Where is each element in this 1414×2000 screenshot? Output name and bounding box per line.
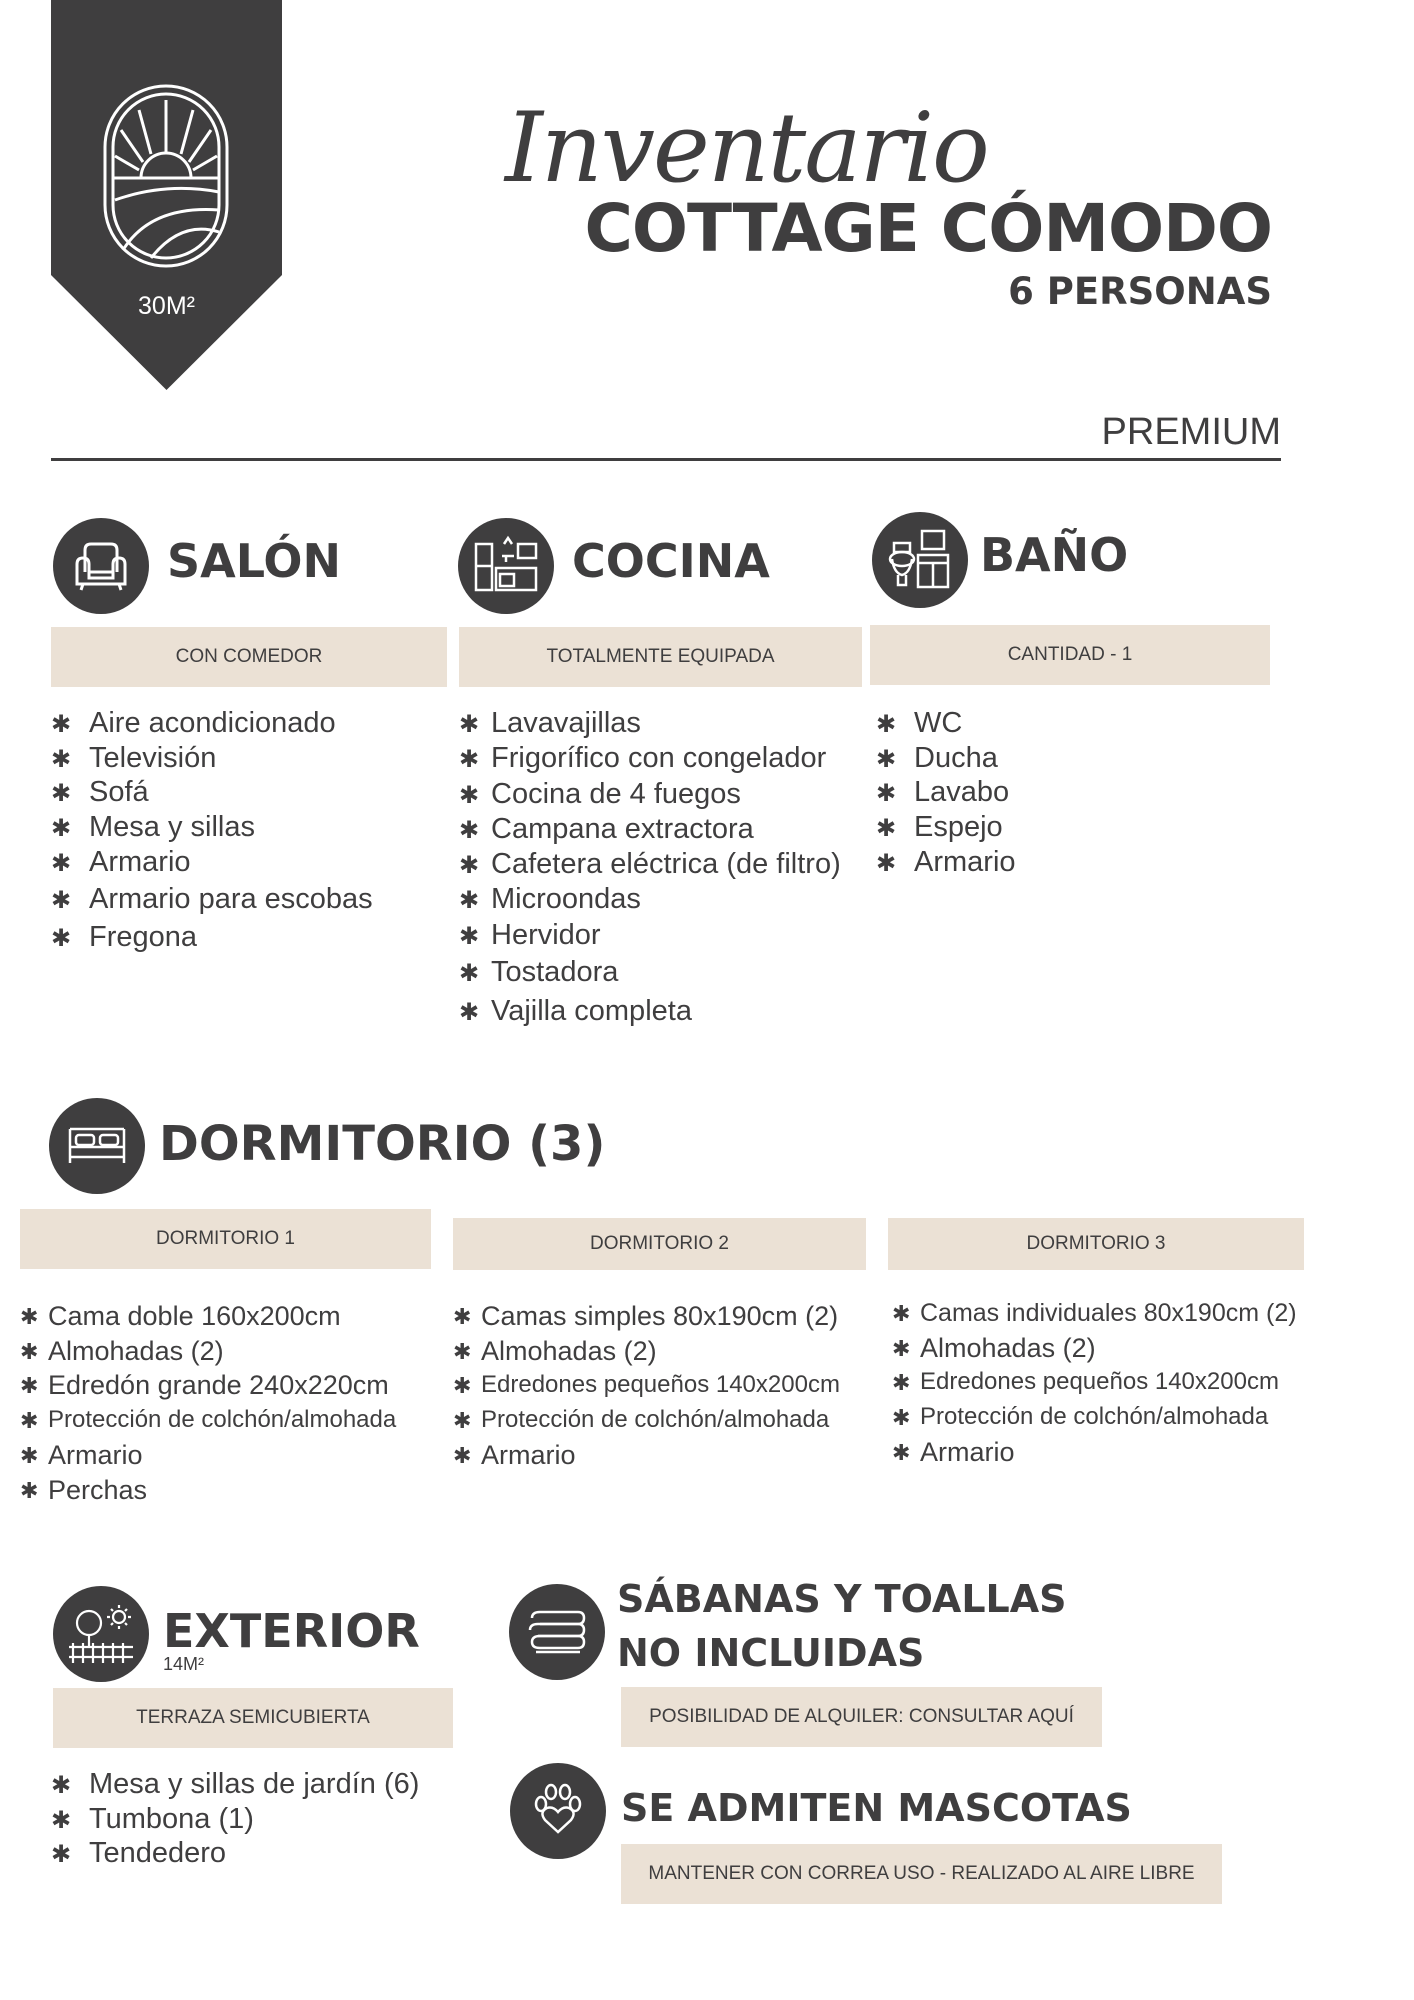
cocina-list [459,706,841,1030]
page-subtitle: 6 PERSONAS [1008,270,1272,313]
bullet-icon: ✱ [20,1443,39,1469]
list-item: ✱ Vajilla completa [459,994,841,1029]
pets-title: SE ADMITEN MASCOTAS [621,1786,1132,1830]
list-item: ✱ Armario [51,845,373,880]
bano-list [876,706,1016,880]
list-item: ✱ Almohadas (2) [20,1334,396,1369]
page-title: COTTAGE CÓMODO [584,190,1272,267]
dormitorio-2-tag: DORMITORIO 2 [453,1218,866,1270]
list-item: ✱ Fregona [51,920,373,955]
bullet-icon: ✱ [453,1305,472,1330]
bullet-icon: ✱ [892,1371,911,1397]
list-item: ✱ Camas individuales 80x190cm (2) [892,1296,1297,1331]
list-item: ✱ Armario [876,845,1016,880]
list-item: ✱ Edredones pequeños 140x200cm [453,1368,840,1403]
bullet-icon: ✱ [892,1336,911,1362]
list-item: ✱ Camas simples 80x190cm (2) [453,1299,840,1334]
list-item: ✱ WC [876,706,1016,741]
list-item: ✱ Edredones pequeños 140x200cm [892,1365,1297,1400]
linens-line1: SÁBANAS Y TOALLAS [617,1577,1067,1621]
list-item: ✱ Tumbona (1) [51,1802,419,1837]
garden-icon [53,1586,149,1682]
list-item: ✱ Protección de colchón/almohada [892,1400,1297,1435]
list-item: ✱ Cama doble 160x200cm [20,1299,396,1334]
dormitorio-1-tag: DORMITORIO 1 [20,1209,431,1269]
list-item: ✱ Lavabo [876,775,1016,810]
bullet-icon: ✱ [20,1409,39,1435]
linens-line2: NO INCLUIDAS [617,1631,925,1675]
bullet-icon: ✱ [876,779,897,808]
area-label: 30M² [138,292,195,320]
list-item: ✱ Tendedero [51,1836,419,1871]
dormitorio-2-list [453,1299,840,1473]
bullet-icon: ✱ [876,710,897,738]
list-item: ✱ Lavavajillas [459,706,841,741]
list-item: ✱ Armario para escobas [51,882,373,917]
bullet-icon: ✱ [459,815,480,844]
bullet-icon: ✱ [51,924,72,953]
list-item: ✱ Almohadas (2) [892,1331,1297,1366]
dormitorio-3-list [892,1296,1297,1470]
list-item: ✱ Armario [20,1438,396,1473]
bullet-icon: ✱ [51,1840,72,1869]
script-title: Inventario [505,92,988,204]
salon-list [51,706,373,955]
header-divider [51,458,1281,461]
bullet-icon: ✱ [20,1478,39,1504]
bano-tag: CANTIDAD - 1 [870,625,1270,685]
list-item: ✱ Perchas [20,1473,396,1508]
list-item: ✱ Cocina de 4 fuegos [459,777,841,812]
list-item: ✱ Sofá [51,775,373,810]
list-item: ✱ Aire acondicionado [51,706,373,741]
bullet-icon: ✱ [459,998,480,1027]
bullet-icon: ✱ [459,886,480,915]
bullet-icon: ✱ [51,885,72,914]
bullet-icon: ✱ [20,1374,39,1400]
header-banner [51,0,282,390]
list-item: ✱ Campana extractora [459,812,841,847]
bullet-icon: ✱ [453,1374,472,1400]
list-item: ✱ Frigorífico con congelador [459,741,841,776]
list-item: ✱ Edredón grande 240x220cm [20,1368,396,1403]
bano-title: BAÑO [980,528,1129,582]
list-item: ✱ Armario [892,1435,1297,1470]
exterior-list [51,1767,419,1871]
salon-tag: CON COMEDOR [51,627,447,687]
exterior-area: 14M² [163,1654,205,1674]
dormitorio-title: DORMITORIO (3) [159,1116,606,1172]
bullet-icon: ✱ [459,921,480,950]
bullet-icon: ✱ [453,1443,472,1469]
bathroom-icon [872,512,968,608]
cocina-title: COCINA [572,534,770,588]
paw-heart-icon [510,1763,606,1859]
bullet-icon: ✱ [459,710,480,738]
list-item: ✱ Mesa y sillas de jardín (6) [51,1767,419,1802]
list-item: ✱ Ducha [876,741,1016,776]
bed-icon [49,1098,145,1194]
list-item: ✱ Microondas [459,882,841,917]
bullet-icon: ✱ [876,814,897,843]
bullet-icon: ✱ [876,848,897,877]
bullet-icon: ✱ [51,814,72,843]
bullet-icon: ✱ [51,744,72,773]
list-item: ✱ Cafetera eléctrica (de filtro) [459,847,841,882]
bullet-icon: ✱ [453,1339,472,1365]
bullet-icon: ✱ [459,780,480,809]
salon-title: SALÓN [167,534,342,588]
bullet-icon: ✱ [453,1409,472,1435]
bullet-icon: ✱ [51,1805,72,1834]
list-item: ✱ Tostadora [459,955,841,990]
exterior-tag: TERRAZA SEMICUBIERTA [53,1688,453,1748]
bullet-icon: ✱ [459,959,480,988]
dormitorio-1-list [20,1299,396,1507]
list-item: ✱ Protección de colchón/almohada [453,1403,840,1438]
list-item: ✱ Protección de colchón/almohada [20,1403,396,1438]
bullet-icon: ✱ [51,1771,72,1799]
bullet-icon: ✱ [20,1339,39,1365]
dormitorio-3-tag: DORMITORIO 3 [888,1218,1304,1270]
bullet-icon: ✱ [876,744,897,773]
bullet-icon: ✱ [51,779,72,808]
bullet-icon: ✱ [20,1305,39,1330]
list-item: ✱ Mesa y sillas [51,810,373,845]
bullet-icon: ✱ [459,745,480,774]
bullet-icon: ✱ [51,848,72,877]
exterior-title: EXTERIOR [163,1604,420,1658]
bullet-icon: ✱ [892,1302,911,1327]
bullet-icon: ✱ [892,1406,911,1432]
towels-icon [509,1584,605,1680]
armchair-icon [53,518,149,614]
list-item: ✱ Armario [453,1438,840,1473]
list-item: ✱ Espejo [876,810,1016,845]
cocina-tag: TOTALMENTE EQUIPADA [459,627,862,687]
pets-tag: MANTENER CON CORREA USO - REALIZADO AL AIRE LIBRE [621,1844,1222,1904]
kitchen-icon [458,518,554,614]
linens-tag[interactable]: POSIBILIDAD DE ALQUILER: CONSULTAR AQUÍ [621,1687,1102,1747]
list-item: ✱ Hervidor [459,918,841,953]
list-item: ✱ Televisión [51,741,373,776]
tier-label: PREMIUM [1101,411,1281,453]
bullet-icon: ✱ [892,1440,911,1466]
list-item: ✱ Almohadas (2) [453,1334,840,1369]
bullet-icon: ✱ [51,710,72,738]
bullet-icon: ✱ [459,851,480,880]
